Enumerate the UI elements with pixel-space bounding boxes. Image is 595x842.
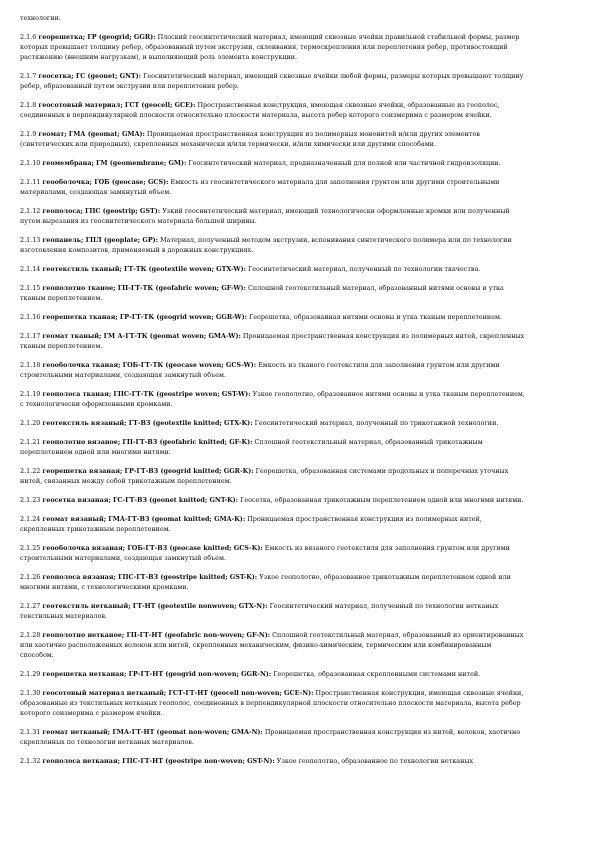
entry-term: геооболочка; ГОБ (geocase; GCS): (42, 178, 169, 186)
entry-term: геосотовый материал нетканый; ГСТ-ГТ-НТ (geocell non-woven; GCE-N): (42, 689, 314, 697)
definition-entry (20, 601, 525, 621)
entry-number: 2.1.15 (20, 284, 41, 292)
entry-number: 2.1.31 (20, 728, 41, 736)
definition-entry (20, 688, 525, 718)
entry-definition: Емкость из тканого геотекстиля для заполнения грунтом или другими строительными материалами, создающая замкнутый объем. (20, 361, 500, 379)
entry-definition: Геосинтетический материал, имеющий сквозные ячейки любой формы, размеры которых превышают толщину ребер, образованный путем экструзии или переплетения ребер. (20, 72, 524, 90)
entry-definition: Геосетка, образованная трикотажным переплетением одной или многими нитями. (240, 496, 524, 504)
definition-entry (20, 177, 525, 197)
definition-entry (20, 158, 525, 168)
entry-term: геотекстиль тканый; ГТ-ТК (geotextile woven; GTX-W): (42, 265, 246, 273)
entry-definition: Емкость из вязаного геотекстиля для заполнения грунтом или другими строительными материалами, создающая замкнутый объем. (20, 544, 510, 562)
definition-entry (20, 389, 525, 409)
definitions-list (20, 32, 525, 766)
definition-entry (20, 572, 525, 592)
definition-entry (20, 283, 525, 303)
entry-term: геооболочка тканая; ГОБ-ГТ-ТК (geocase woven; GCS-W): (42, 361, 257, 369)
definition-entry (20, 71, 525, 91)
entry-definition: Проницаемая пространственная конструкция из полимерных нитей, скрепленных тканым переплетением. (20, 332, 525, 350)
entry-term: геосетка вязаная; ГС-ГТ-ВЗ (geonet knitted; GNT-K): (42, 496, 239, 504)
entry-number: 2.1.32 (20, 757, 41, 765)
entry-number: 2.1.11 (20, 178, 41, 186)
entry-definition: Сплошной геотекстильный материал, образованный трикотажным переплетением одной или многими нитями. (20, 438, 483, 456)
entry-definition: Геосинтетический материал, полученный по трикотажной технологии. (254, 419, 499, 427)
entry-number: 2.1.29 (20, 670, 41, 678)
entry-definition: Геосинтетический материал, полученный по технологии нетканых текстильных материалов. (20, 602, 499, 620)
definition-entry (20, 312, 525, 322)
entry-number: 2.1.21 (20, 438, 41, 446)
definition-entry (20, 495, 525, 505)
entry-number: 2.1.24 (20, 515, 41, 523)
entry-number: 2.1.30 (20, 689, 41, 697)
entry-term: геотекстиль нетканый; ГТ-НТ (geotextile nonwoven; GTX-N): (42, 602, 268, 610)
entry-number: 2.1.17 (20, 332, 41, 340)
definition-entry (20, 331, 525, 351)
definition-entry (20, 437, 525, 457)
entry-definition: Пространственная конструкция, имеющая сквозные ячейки, образованные из текстильных нетканых геополос, соединенных в перпендикулярной плоскости относительно плоскости материала, высота ребер которого соизмерима с размером ячейки. (20, 689, 524, 717)
entry-number: 2.1.27 (20, 602, 41, 610)
entry-term: геополоса нетканая; ГПС-ГТ-НТ (geostripe non-woven; GST-N): (42, 757, 275, 765)
definition-entry (20, 514, 525, 534)
entry-term: геомат тканый; ГМ А-ГТ-ТК (geomat woven; GMA-W): (42, 332, 241, 340)
entry-term: геосотовый материал; ГСТ (geocell; GCE): (38, 101, 196, 109)
entry-definition: Проницаемая пространственная конструкция из полимерных мононитей и/или других элементов (синтетических или природных), скрепленных механически и/или термически, и/или химически или другими способами. (20, 130, 480, 148)
entry-definition: Пространственная конструкция, имеющая сквозные ячейки, образованные из геополос, соединенных в перпендикулярной плоскости относительно плоскости материала, высота ребер которого соизмерима с размером ячейки. (20, 101, 500, 119)
entry-number: 2.1.13 (20, 236, 41, 244)
entry-term: геооболочка вязаная; ГОБ-ГТ-ВЗ (geocase knitted; GCS-K): (42, 544, 263, 552)
entry-number: 2.1.14 (20, 265, 41, 273)
entry-number: 2.1.23 (20, 496, 41, 504)
entry-term: геомат вязаный; ГМА-ГТ-ВЗ (geomat knitted; GMA-K): (42, 515, 246, 523)
entry-definition: Узкое геополотно, образованное нитями основы и утка тканым переплетением, с технологически оформленными кромками. (20, 390, 525, 408)
entry-term: геомембрана; ГМ (geomembrane; GM): (42, 159, 187, 167)
definition-entry (20, 756, 525, 766)
entry-definition: Георешетка, образованная системами продольных и поперечных уточных нитей, связанных между собой трикотажным переплетением. (20, 467, 509, 485)
entry-definition: Емкость из геосинтетического материала для заполнения грунтом или другими строительными материалами, создающая замкнутый объем. (20, 178, 500, 196)
entry-term: геополоса; ГПС (geostrip; GST): (42, 207, 161, 215)
lead-text: технологии. (20, 14, 61, 22)
entry-definition: Узкое геополотно, образованное трикотажным переплетением одной или многими нитями, с технологическими кромками. (20, 573, 511, 591)
entry-definition: Геосинтетический материал, полученный по технологии ткачества. (248, 265, 481, 273)
entry-definition: Георешетка, образованная нитями основы и утка тканым переплетением. (249, 313, 502, 321)
definition-entry (20, 669, 525, 679)
entry-number: 2.1.20 (20, 419, 41, 427)
entry-definition: Сплошной геотекстильный материал, образованный из ориентированных или хаотично расположенных волокон или нитей, скрепленных механическим, физико-химическим, термическим или комбинированным способом. (20, 631, 524, 659)
entry-definition: Материал, полученный методом экструзии, вспенивания синтетического полимера или по технологии изготовления композитов, применяемый в дорожных конструкциях. (20, 236, 512, 254)
entry-number: 2.1.8 (20, 101, 37, 109)
entry-definition: Геосинтетический материал, предназначенный для полной или частичной гидроизоляции. (188, 159, 501, 167)
entry-term: геосетка; ГС (geonet; GNT): (38, 72, 142, 80)
definition-entry (20, 32, 525, 62)
entry-number: 2.1.22 (20, 467, 41, 475)
entry-number: 2.1.12 (20, 207, 41, 215)
entry-number: 2.1.28 (20, 631, 41, 639)
entry-term: геополоса вязаная; ГПС-ГТ-ВЗ (geostripe knitted; GST-K): (42, 573, 258, 581)
entry-number: 2.1.9 (20, 130, 37, 138)
entry-number: 2.1.18 (20, 361, 41, 369)
entry-term: георешетка вязаная; ГР-ГТ-ВЗ (geogrid knitted; GGR-K): (42, 467, 254, 475)
entry-definition: Георешетка, образованная скрепленными системами нитей. (273, 670, 481, 678)
definition-entry (20, 129, 525, 149)
definition-entry (20, 418, 525, 428)
entry-number: 2.1.19 (20, 390, 41, 398)
entry-number: 2.1.25 (20, 544, 41, 552)
entry-term: геопанель; ГПЛ (geoplate; GP): (42, 236, 159, 244)
entry-definition: Плоский геосинтетический материал, имеющий сквозные ячейки правильной стабильной формы, размер которых превышает толщину ребер, образованный путем экструзии, склеивания, термоскрепления или переплетения ребер, противостоящий растяжению (внешним нагрузкам), и выполняющий роль элемента конструкции. (20, 33, 520, 61)
entry-definition: Проницаемая пространственная конструкция из нитей, волокон, хаотично скрепленных по технологии нетканых материалов. (20, 728, 521, 746)
entry-definition: Узкий геосинтетический материал, имеющий технологически оформленные кромки или полученный путем вырезания из геосинтетического материала большей ширины. (20, 207, 510, 225)
definition-entry (20, 466, 525, 486)
definition-entry (20, 100, 525, 120)
entry-number: 2.1.16 (20, 313, 41, 321)
entry-number: 2.1.7 (20, 72, 37, 80)
definition-entry (20, 264, 525, 274)
entry-term: георешетка тканая; ГР-ГТ-ТК (geogrid woven; GGR-W): (42, 313, 247, 321)
definition-entry (20, 727, 525, 747)
definition-entry (20, 630, 525, 660)
entry-term: геотекстиль вязаный; ГТ-ВЗ (geotextile knitted; GTX-K): (42, 419, 253, 427)
entry-definition: Узкое геополотно, образованное по технологии нетканых (276, 757, 474, 765)
definition-entry (20, 235, 525, 255)
entry-term: геомат нетканый; ГМА-ГТ-НТ (geomat non-woven; GMA-N): (42, 728, 263, 736)
entry-term: геомат; ГМА (geomat; GMA): (38, 130, 145, 138)
definition-entry (20, 543, 525, 563)
entry-term: геополотно вязаное; ГП-ГТ-ВЗ (geofabric knitted; GF-K): (42, 438, 253, 446)
entry-term: геополоса тканая; ГПС-ГТ-ТК (geostripe woven; GST-W): (42, 390, 251, 398)
entry-definition: Сплошной геотекстильный материал, образованный нитями основы и утка тканым переплетением. (20, 284, 504, 302)
entry-term: геополотно нетканое; ГП-ГТ-НТ (geofabric non-woven; GF-N): (42, 631, 271, 639)
entry-term: георешетка; ГР (geogrid; GGR): (38, 33, 156, 41)
entry-definition: Проницаемая пространственная конструкция из полимерных нитей, скрепленных трикотажным переплетением. (20, 515, 482, 533)
entry-number: 2.1.10 (20, 159, 41, 167)
definition-entry (20, 206, 525, 226)
entry-number: 2.1.6 (20, 33, 37, 41)
entry-term: геополотно тканое; ГП-ГТ-ТК (geofabric woven; GF-W): (42, 284, 246, 292)
entry-term: георешетка нетканая; ГР-ГТ-НТ (geogrid non-woven; GGR-N): (42, 670, 272, 678)
definition-entry (20, 360, 525, 380)
entry-number: 2.1.26 (20, 573, 41, 581)
